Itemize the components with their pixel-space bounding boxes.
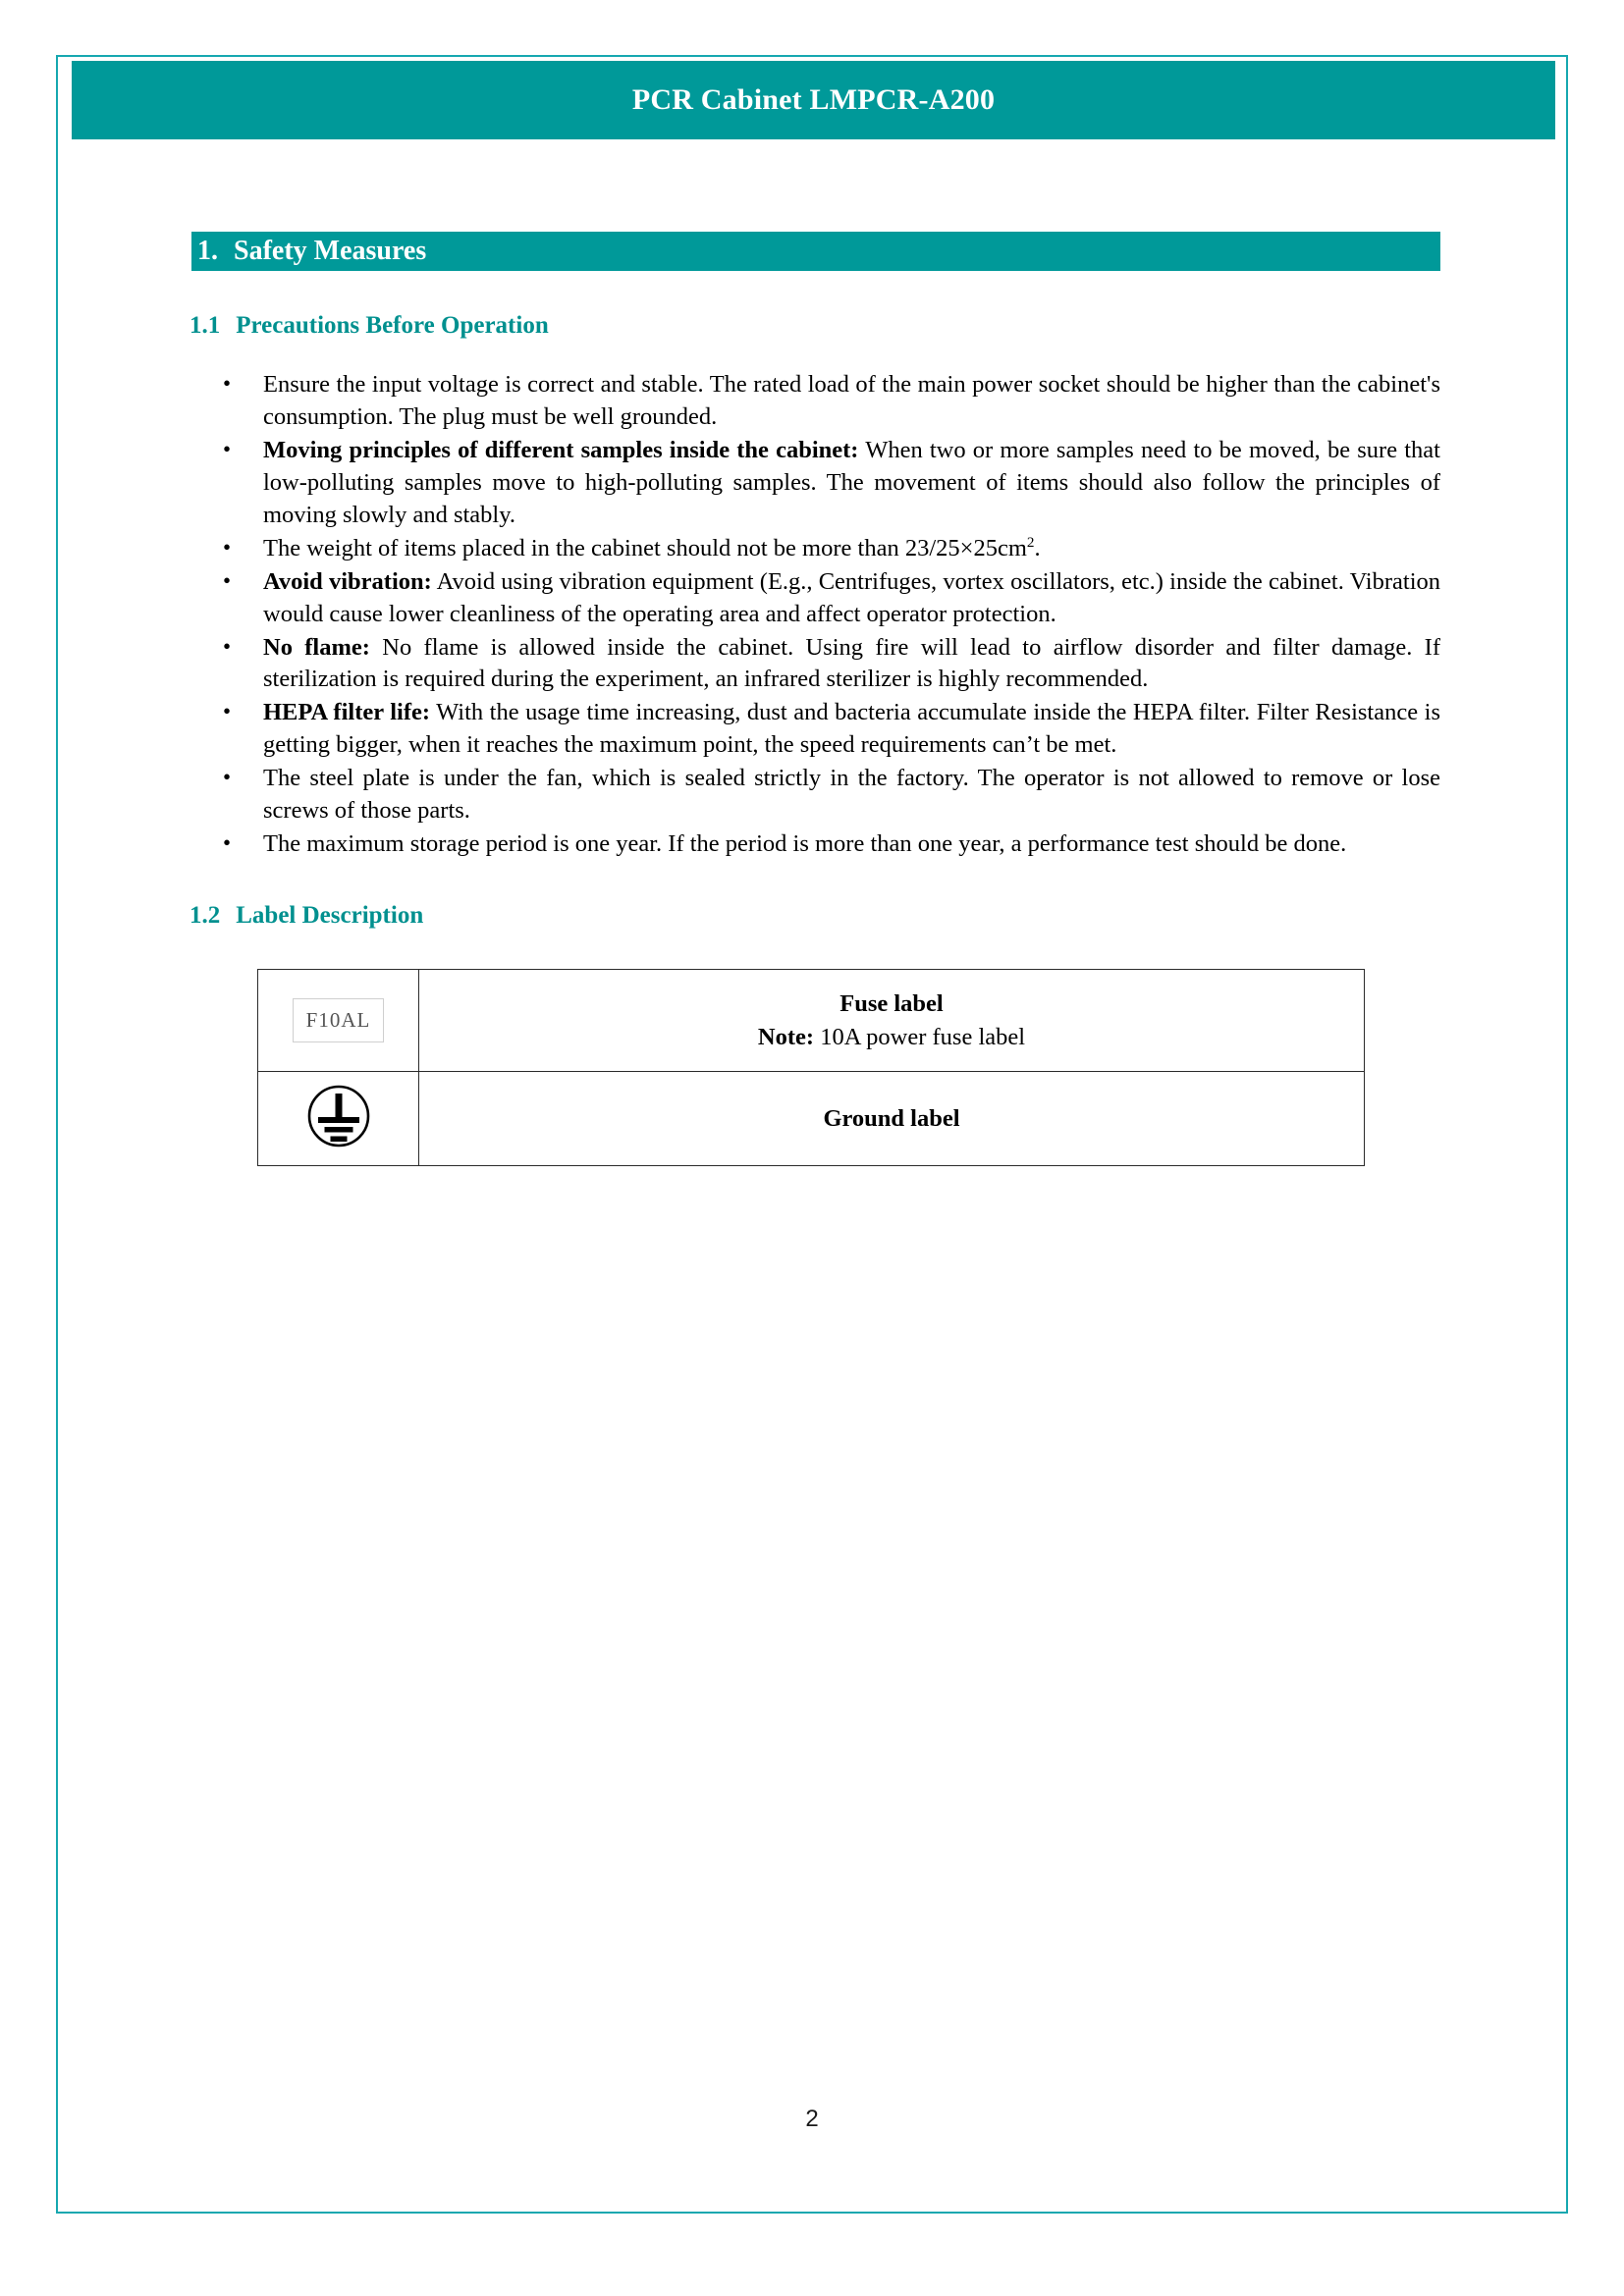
subsection-heading-label-description [189,902,1440,930]
bullet-lead: HEPA filter life: [263,699,431,726]
table-row [258,1072,1365,1166]
precautions-bullet-list [191,369,1440,861]
list-item [191,435,1440,532]
subsection-heading-precautions [189,312,1440,340]
table-row [258,970,1365,1072]
section-title: Safety Measures [234,236,427,266]
list-item [191,369,1440,434]
section-number: 1. [197,236,218,266]
section-heading-safety-measures [191,232,1440,271]
fuse-label-symbol-cell [258,970,419,1072]
fuse-label-note [419,1021,1364,1054]
ground-label-title: Ground label [823,1104,960,1132]
bullet-text: The weight of items placed in the cabinet should not be more than 23/25×25cm [263,534,1027,561]
list-item [191,828,1440,861]
list-item [191,566,1440,631]
bullet-text: Avoid using vibration equipment (E.g., Centrifuges, vortex oscillators, etc.) inside the cabinet. Vibration would cause lower cleanliness of the operating area and affect operator protection. [263,567,1440,627]
bullet-text: No flame is allowed inside the cabinet. Using fire will lead to airflow disorder and filter damage. If sterilization is required during the experiment, an infrared sterilizer is highly recommended. [263,633,1440,693]
fuse-label-icon: F10AL [293,998,385,1042]
list-item [191,697,1440,762]
bullet-tail: . [1034,534,1041,561]
bullet-lead: Moving principles of different samples inside the cabinet: [263,436,859,463]
bullet-lead: Avoid vibration: [263,567,432,595]
subsection-number: 1.2 [189,902,221,930]
document-header-banner [72,61,1555,139]
label-description-table [257,969,1365,1166]
bullet-text: Ensure the input voltage is correct and stable. The rated load of the main power socket should be higher than the cabinet's consumption. The plug must be well grounded. [263,371,1440,430]
bullet-text: The maximum storage period is one year. If the period is more than one year, a performance test should be done. [263,830,1347,858]
list-item [191,632,1440,697]
bullet-superscript: 2 [1026,533,1035,551]
note-label: Note: [757,1023,815,1050]
subsection-number: 1.1 [189,312,221,339]
ground-label-description-cell [419,1072,1365,1166]
bullet-text: With the usage time increasing, dust and bacteria accumulate inside the HEPA filter. Filter Resistance is getting bigger, when it reaches the maximum point, the speed requirements can’t be met. [263,699,1440,759]
bullet-lead: No flame: [263,633,370,661]
fuse-label-title: Fuse label [839,989,944,1017]
ground-label-symbol-cell [258,1072,419,1166]
list-item [191,763,1440,828]
bullet-text: The steel plate is under the fan, which is sealed strictly in the factory. The operator is not allowed to remove or lose screws of those parts. [263,765,1440,825]
subsection-title: Label Description [236,902,424,930]
subsection-title: Precautions Before Operation [236,312,549,339]
page-content [191,232,1440,1166]
list-item [191,533,1440,565]
fuse-label-description-cell [419,970,1365,1072]
ground-icon [305,1083,372,1149]
bullet-text: When two or more samples need to be moved, be sure that low-polluting samples move to high-polluting samples. The movement of items should also follow the principles of moving slowly and stably. [263,436,1440,528]
page-number: 2 [805,2106,819,2132]
document-title: PCR Cabinet LMPCR-A200 [631,83,996,116]
note-text: 10A power fuse label [814,1023,1026,1050]
